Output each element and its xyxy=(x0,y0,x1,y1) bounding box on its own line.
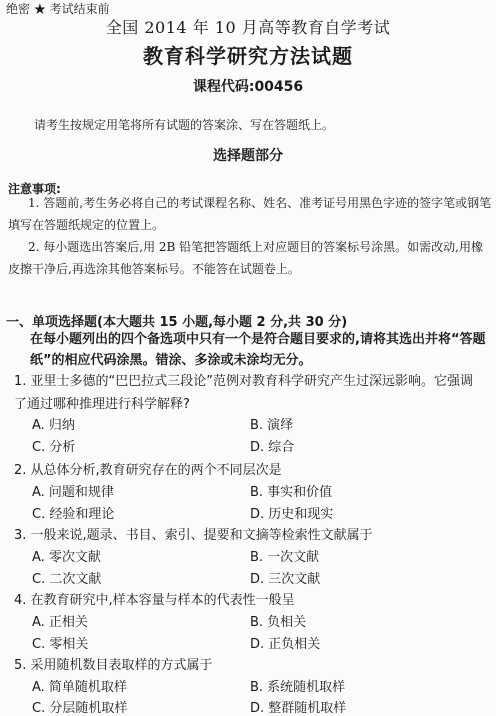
question-3-option-d: D. 三次文献 xyxy=(250,572,321,587)
course-code: 课程代码:00456 xyxy=(192,79,304,95)
question-4-stem: 4. 在教育研究中,样本容量与样本的代表性一般呈 xyxy=(14,593,295,608)
question-4-option-a: A. 正相关 xyxy=(32,615,88,630)
subject-title: 教育科学研究方法试题 xyxy=(143,44,353,68)
question-2-option-d: D. 历史和现实 xyxy=(250,507,334,522)
question-4-option-c: C. 零相关 xyxy=(32,637,89,652)
question-2-option-c: C. 经验和理论 xyxy=(32,507,115,522)
question-5-option-a: A. 简单随机取样 xyxy=(32,680,127,695)
question-1-option-a: A. 归纳 xyxy=(32,418,75,433)
question-3-option-a: A. 零次文献 xyxy=(32,550,101,565)
question-2-option-b: B. 事实和价值 xyxy=(250,485,333,500)
secrecy-label: 绝密 ★ 考试结束前 xyxy=(6,2,110,16)
note-item-2: 2. 每小题选出答案后,用 2B 铅笔把答题纸上对应题目的答案标号涂黑。如需改动,用橡皮擦干净后,再选涂其他答案标号。不能答在试题卷上。 xyxy=(8,240,483,276)
question-5-option-c: C. 分层随机取样 xyxy=(32,701,128,716)
part1-instruction: 在每小题列出的四个备选项中只有一个是符合题目要求的,请将其选出并将“答题纸”的相应代码涂黑。错涂、多涂或未涂均无分。 xyxy=(30,332,486,368)
question-4-option-d: D. 正负相关 xyxy=(250,637,321,652)
question-1-option-c: C. 分析 xyxy=(32,440,76,455)
notes-heading: 注意事项: xyxy=(8,182,61,196)
question-3-stem: 3. 一般来说,题录、书目、索引、提要和文摘等检索性文献属于 xyxy=(14,528,373,543)
question-1-option-d: D. 综合 xyxy=(250,440,295,455)
answer-instruction: 请考生按规定用笔将所有试题的答案涂、写在答题纸上。 xyxy=(34,118,335,132)
question-3-option-c: C. 二次文献 xyxy=(32,572,102,587)
question-5-option-b: B. 系统随机取样 xyxy=(250,680,346,695)
section-title: 选择题部分 xyxy=(213,148,283,164)
note-item-1: 1. 答题前,考生务必将自己的考试课程名称、姓名、准考证号用黑色字迹的签字笔或钢笔填写在答题纸规定的位置上。 xyxy=(8,196,492,232)
question-5-stem: 5. 采用随机数目表取样的方式属于 xyxy=(14,658,213,673)
exam-title: 全国 2014 年 10 月高等教育自学考试 xyxy=(105,18,391,37)
part1-heading: 一、单项选择题(本大题共 15 小题,每小题 2 分,共 30 分) xyxy=(6,315,348,330)
question-5-option-d: D. 整群随机取样 xyxy=(250,701,347,716)
question-1-option-b: B. 演绎 xyxy=(250,418,294,433)
question-4-option-b: B. 负相关 xyxy=(250,615,307,630)
question-3-option-b: B. 一次文献 xyxy=(250,550,320,565)
question-1-stem: 1. 亚里士多德的“巴巴拉式三段论”范例对教育科学研究产生过深远影响。它强调了通过哪种推理进行科学解释? xyxy=(14,374,474,412)
question-2-option-a: A. 问题和规律 xyxy=(32,485,114,500)
question-2-stem: 2. 从总体分析,教育研究存在的两个不同层次是 xyxy=(14,463,282,478)
